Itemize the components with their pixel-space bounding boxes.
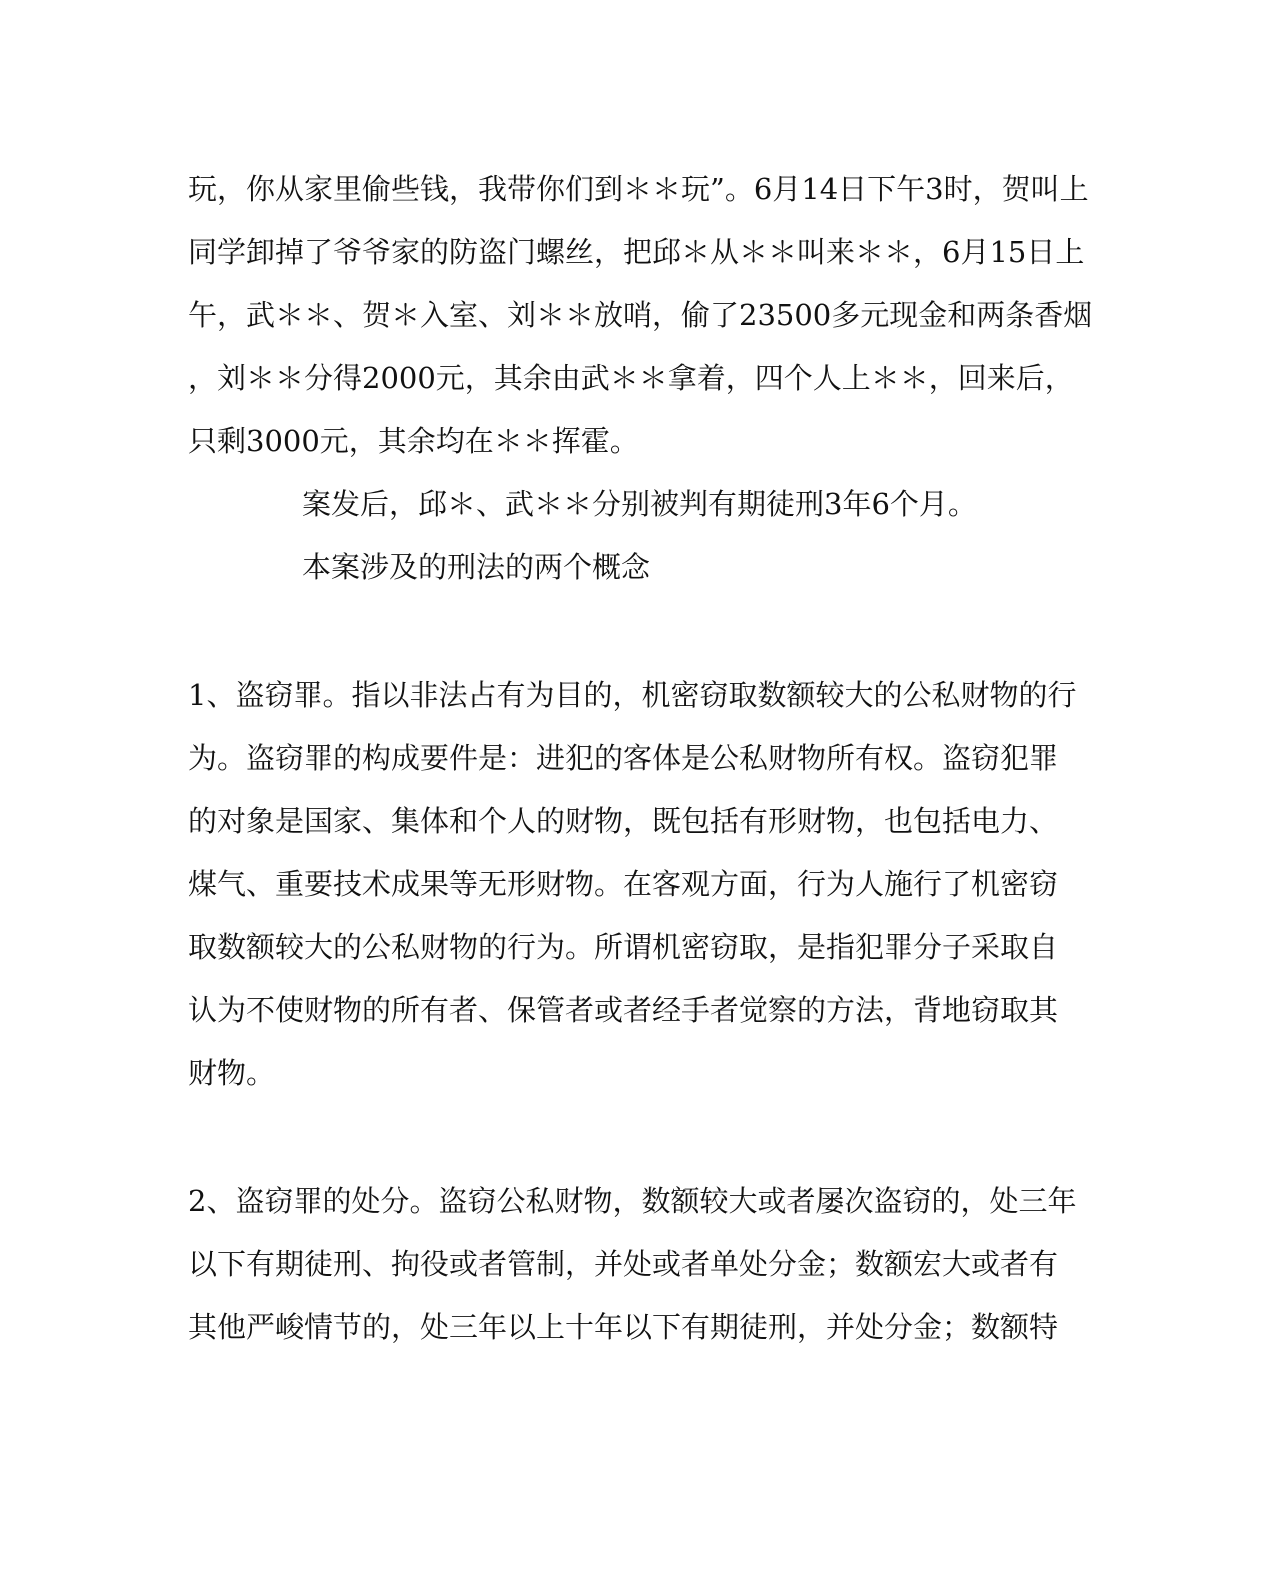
text-line: 认为不使财物的所有者、保管者或者经手者觉察的方法，背地窃取其 (188, 993, 1059, 1027)
text-line: 只剩3000元，其余均在＊＊挥霍。 (188, 424, 639, 458)
text-line: 午，武＊＊、贺＊入室、刘＊＊放哨，偷了23500多元现金和两条香烟 (188, 298, 1093, 332)
document-body (188, 158, 1093, 1359)
paragraph-theft-punishment (188, 1170, 1077, 1359)
text-line: 其他严峻情节的，处三年以上十年以下有期徒刑，并处分金；数额特 (188, 1310, 1059, 1344)
text-line: 煤气、重要技术成果等无形财物。在客观方面，行为人施行了机密窃 (188, 867, 1059, 901)
text-line: 为。盗窃罪的构成要件是：进犯的客体是公私财物所有权。盗窃犯罪 (188, 741, 1059, 775)
text-line: 2、盗窃罪的处分。盗窃公私财物，数额较大或者屡次盗窃的，处三年 (188, 1184, 1077, 1218)
text-line: 以下有期徒刑、拘役或者管制，并处或者单处分金；数额宏大或者有 (188, 1247, 1059, 1281)
text-line: 同学卸掉了爷爷家的防盗门螺丝，把邱＊从＊＊叫来＊＊，6月15日上 (188, 235, 1085, 269)
text-line: 1、盗窃罪。指以非法占有为目的，机密窃取数额较大的公私财物的行 (188, 678, 1077, 712)
paragraph-theft-definition (188, 664, 1077, 1105)
paragraph-case-narrative (188, 158, 1093, 473)
paragraph-spacer (188, 1105, 1068, 1170)
paragraph-spacer (188, 599, 1068, 664)
text-line: ，刘＊＊分得2000元，其余由武＊＊拿着，四个人上＊＊，回来后， (188, 361, 1074, 395)
section-heading: 本案涉及的刑法的两个概念 (302, 550, 651, 584)
text-line: 财物。 (188, 1056, 276, 1090)
text-line: 取数额较大的公私财物的行为。所谓机密窃取，是指犯罪分子采取自 (188, 930, 1059, 964)
paragraph-sentence: 案发后，邱＊、武＊＊分别被判有期徒刑3年6个月。 (302, 487, 977, 521)
text-line: 玩，你从家里偷些钱，我带你们到＊＊玩”。6月14日下午3时，贺叫上 (188, 172, 1089, 206)
text-line: 的对象是国家、集体和个人的财物，既包括有形财物，也包括电力、 (188, 804, 1059, 838)
